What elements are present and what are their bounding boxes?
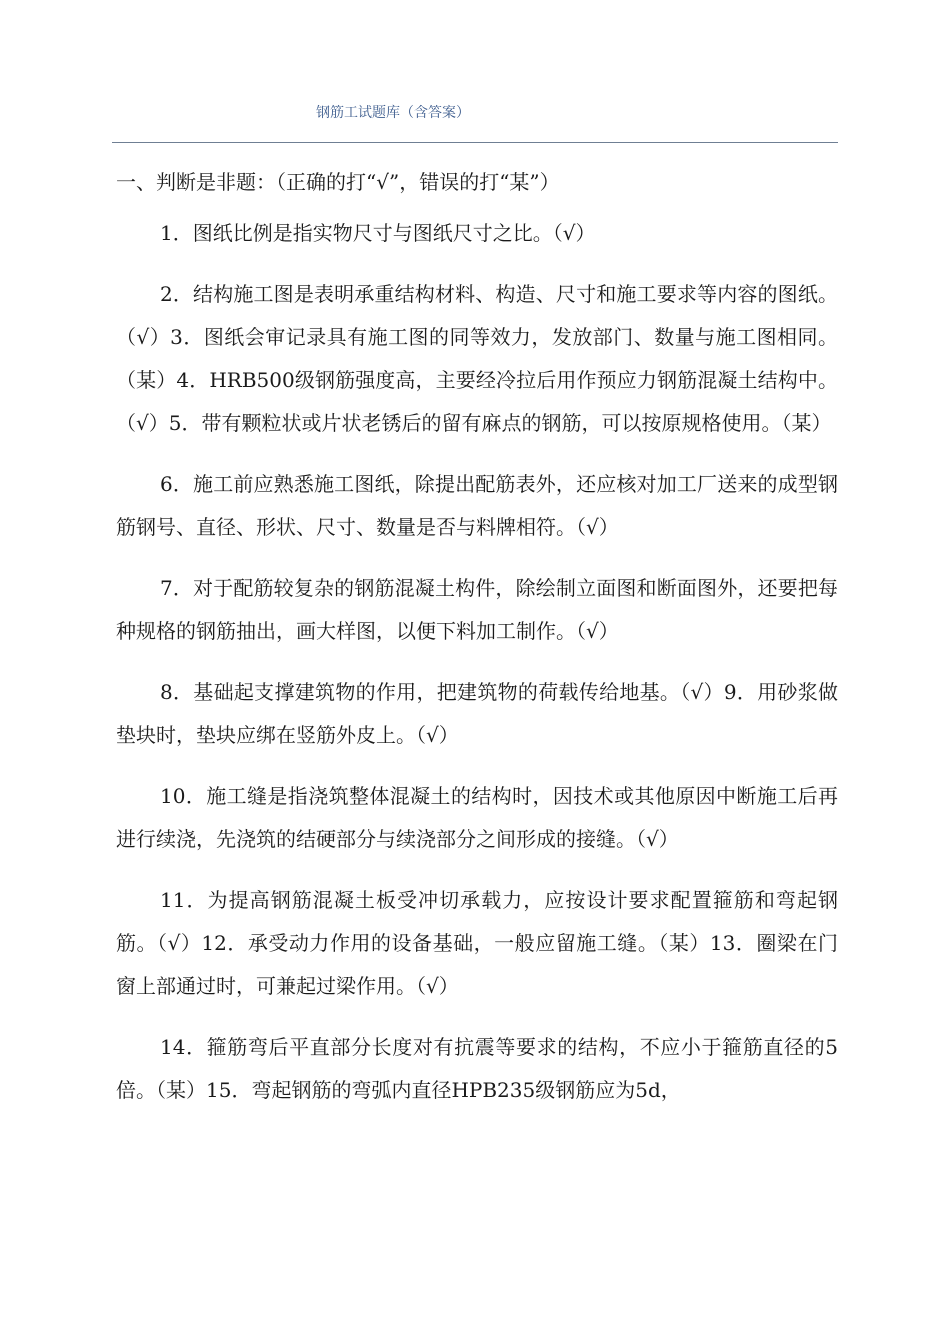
header-title: 钢筋工试题库（含答案） <box>316 105 470 121</box>
question-paragraph-8: 14．箍筋弯后平直部分长度对有抗震等要求的结构，不应小于箍筋直径的5倍。（某）15．弯起钢筋的弯弧内直径HPB235级钢筋应为5d， <box>116 1035 838 1102</box>
question-paragraph-4: 7．对于配筋较复杂的钢筋混凝土构件，除绘制立面图和断面图外，还要把每种规格的钢筋抽出，画大样图，以便下料加工制作。（√） <box>116 576 838 643</box>
question-paragraph-5: 8．基础起支撑建筑物的作用，把建筑物的荷载传给地基。（√）9．用砂浆做垫块时，垫块应绑在竖筋外皮上。（√） <box>116 680 838 747</box>
question-paragraph-7: 11．为提高钢筋混凝土板受冲切承载力，应按设计要求配置箍筋和弯起钢筋。（√）12．承受动力作用的设备基础，一般应留施工缝。（某）13．圈梁在门窗上部通过时，可兼起过梁作用。（√） <box>116 888 838 998</box>
question-paragraph-6: 10．施工缝是指浇筑整体混凝土的结构时，因技术或其他原因中断施工后再进行续浇，先浇筑的结硬部分与续浇部分之间形成的接缝。（√） <box>116 784 838 851</box>
question-paragraph-3: 6．施工前应熟悉施工图纸，除提出配筋表外，还应核对加工厂送来的成型钢筋钢号、直径、形状、尺寸、数量是否与料牌相符。（√） <box>116 472 838 539</box>
document-body <box>116 162 838 1112</box>
question-paragraph-1: 1．图纸比例是指实物尺寸与图纸尺寸之比。（√） <box>160 221 596 245</box>
header-divider <box>112 142 838 143</box>
question-paragraph-2: 2．结构施工图是表明承重结构材料、构造、尺寸和施工要求等内容的图纸。（√）3．图纸会审记录具有施工图的同等效力，发放部门、数量与施工图相同。（某）4．HRB500级钢筋强度高，主要经冷拉后用作预应力钢筋混凝土结构中。（√）5．带有颗粒状或片状老锈后的留有麻点的钢筋，可以按原规格使用。（某） <box>116 282 838 435</box>
section-heading: 一、判断是非题：（正确的打“√”，错误的打“某”） <box>116 170 560 194</box>
